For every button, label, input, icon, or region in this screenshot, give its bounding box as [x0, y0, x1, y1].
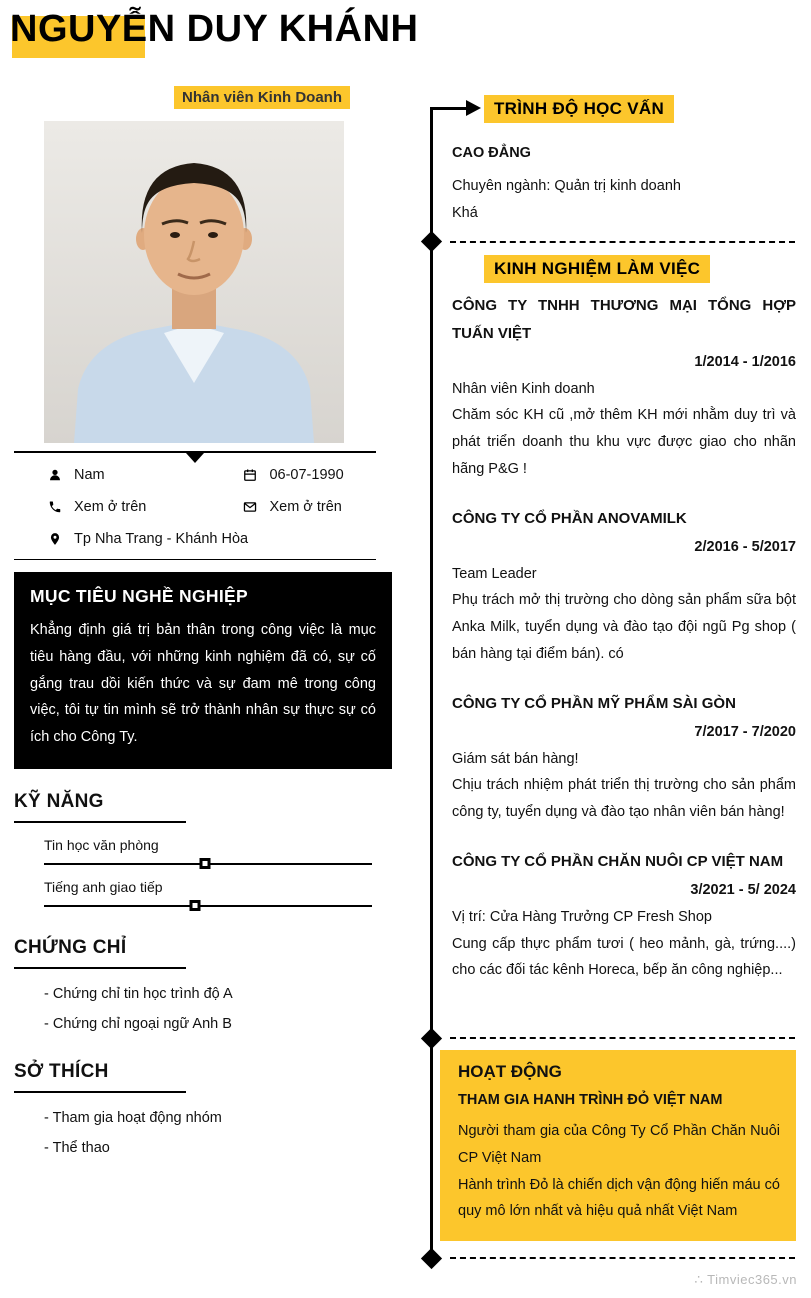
- job-role: Giám sát bán hàng!: [452, 750, 579, 767]
- hobby-item: - Thể thao: [44, 1140, 110, 1157]
- header: [10, 8, 418, 51]
- dashed-divider: [450, 1037, 795, 1039]
- job-company: CÔNG TY TNHH THƯƠNG MẠI TỔNG HỢP TUẤN VIỆT: [452, 297, 796, 342]
- objective-section: [14, 572, 392, 769]
- dashed-divider: [450, 241, 795, 243]
- info-top-divider: [14, 451, 376, 453]
- certificates-list: [44, 981, 396, 1037]
- location-pin-icon: [48, 532, 62, 546]
- calendar-icon: [243, 468, 257, 482]
- left-column: [14, 78, 396, 1165]
- phone-icon: [48, 500, 62, 514]
- job-title: Nhân viên Kinh Doanh: [174, 86, 350, 109]
- timeline-vertical-line: [430, 107, 433, 1259]
- skill-label: Tiếng anh giao tiếp: [44, 879, 163, 896]
- certificate-item: - Chứng chỉ tin học trình độ A: [44, 986, 233, 1003]
- down-triangle-icon: [186, 453, 204, 463]
- person-icon: [48, 468, 62, 482]
- candidate-name: NGUYỄN DUY KHÁNH: [10, 8, 419, 50]
- activities-subtitle: THAM GIA HANH TRÌNH ĐỎ VIỆT NAM: [458, 1092, 723, 1108]
- job-description: Phụ trách mở thị trường cho dòng sản phẩm sữa bột Anka Milk, tuyển dụng và đào tạo đội ngũ Pg shop ( bán hàng tại điểm bán). có: [452, 592, 796, 662]
- info-bottom-divider: [14, 559, 376, 560]
- job-entry: [452, 505, 796, 668]
- job-company: CÔNG TY CỔ PHẦN MỸ PHẨM SÀI GÒN: [452, 694, 736, 712]
- diamond-marker-icon: [421, 231, 442, 252]
- job-entry: [452, 292, 796, 483]
- job-period: 2/2016 - 5/2017: [694, 538, 796, 555]
- job-role: Vị trí: Cửa Hàng Trưởng CP Fresh Shop: [452, 908, 712, 925]
- objective-body: Khẳng định giá trị bản thân trong công việc là mục tiêu hàng đầu, với những kinh nghiệm đã có, sự cố gắng trau dồi kiến thức và sự đam mê trong công việc, tôi tự tin mình sẽ trở thành nhân sự thực sự có ích cho Công Ty.: [30, 622, 376, 746]
- job-period: 1/2014 - 1/2016: [694, 353, 796, 370]
- certificates-title: CHỨNG CHỈ: [14, 937, 186, 969]
- job-description: Chăm sóc KH cũ ,mở thêm KH mới nhằm duy trì và phát triển doanh thu khu vực được giao cho nhãn hãng P&G !: [452, 407, 796, 477]
- right-arrow-icon: [466, 100, 481, 116]
- watermark: ∴ Timviec365.vn: [694, 1272, 797, 1287]
- certificate-item: - Chứng chỉ ngoại ngữ Anh B: [44, 1016, 232, 1033]
- profile-photo: [44, 121, 344, 443]
- job-period: 7/2017 - 7/2020: [694, 723, 796, 740]
- email-value: Xem ở trên: [269, 499, 342, 515]
- hobbies-list: [44, 1105, 396, 1161]
- dashed-divider: [450, 1257, 795, 1259]
- job-role: Team Leader: [452, 565, 537, 582]
- education-title: TRÌNH ĐỘ HỌC VẤN: [484, 95, 674, 123]
- phone-field: [14, 499, 209, 515]
- job-company: CÔNG TY CỔ PHẦN CHĂN NUÔI CP VIỆT NAM: [452, 852, 784, 870]
- skill-bar: [44, 905, 372, 907]
- timeline-horizontal-line: [430, 107, 468, 110]
- education-grade: Khá: [452, 204, 478, 221]
- gender-value: Nam: [74, 467, 105, 483]
- skill-item: [14, 879, 396, 907]
- objective-title: MỤC TIÊU NGHỀ NGHIỆP: [30, 586, 248, 606]
- activities-line: Hành trình Đỏ là chiến dịch vận động hiến máu có quy mô lớn nhất và hiệu quả nhất Việt Nam: [458, 1176, 780, 1220]
- skill-bar: [44, 863, 372, 865]
- diamond-marker-icon: [421, 1248, 442, 1269]
- skills-title: KỸ NĂNG: [14, 791, 186, 823]
- skill-label: Tin học văn phòng: [44, 837, 159, 854]
- diamond-marker-icon: [421, 1028, 442, 1049]
- activities-section: [440, 1050, 796, 1241]
- hobby-item: - Tham gia hoạt động nhóm: [44, 1110, 222, 1127]
- phone-value: Xem ở trên: [74, 499, 147, 515]
- address-value: Tp Nha Trang - Khánh Hòa: [74, 531, 249, 547]
- job-role: Nhân viên Kinh doanh: [452, 380, 595, 397]
- job-company: CÔNG TY CỔ PHẦN ANOVAMILK: [452, 509, 687, 527]
- experience-section: [452, 292, 796, 1006]
- education-degree: CAO ĐẲNG: [452, 145, 531, 161]
- activities-title: HOẠT ĐỘNG: [458, 1062, 562, 1081]
- job-description: Cung cấp thực phẩm tươi ( heo mảnh, gà, trứng....) cho các đối tác kênh Horeca, bếp ăn công nghiệp...: [452, 935, 796, 979]
- envelope-icon: [243, 500, 257, 514]
- activities-line: Người tham gia của Công Ty Cổ Phần Chăn Nuôi CP Việt Nam: [458, 1123, 780, 1166]
- skill-level-marker: [189, 900, 200, 911]
- skill-level-marker: [199, 858, 210, 869]
- address-field: [14, 531, 376, 547]
- email-field: [209, 499, 376, 515]
- dob-field: [209, 467, 376, 483]
- job-entry: [452, 690, 796, 826]
- job-period: 3/2021 - 5/ 2024: [690, 881, 796, 898]
- education-major: Chuyên ngành: Quản trị kinh doanh: [452, 177, 681, 194]
- job-entry: [452, 848, 796, 984]
- dob-value: 06-07-1990: [269, 467, 344, 483]
- gender-field: [14, 467, 209, 483]
- hobbies-title: SỞ THÍCH: [14, 1061, 186, 1093]
- skill-item: [14, 837, 396, 865]
- experience-title: KINH NGHIỆM LÀM VIỆC: [484, 255, 710, 283]
- education-section: [452, 140, 796, 226]
- job-description: Chịu trách nhiệm phát triển thị trường cho sản phẩm công ty, tuyển dụng và đào tạo nhân viên bán hàng!: [452, 777, 796, 821]
- personal-info: [14, 451, 376, 560]
